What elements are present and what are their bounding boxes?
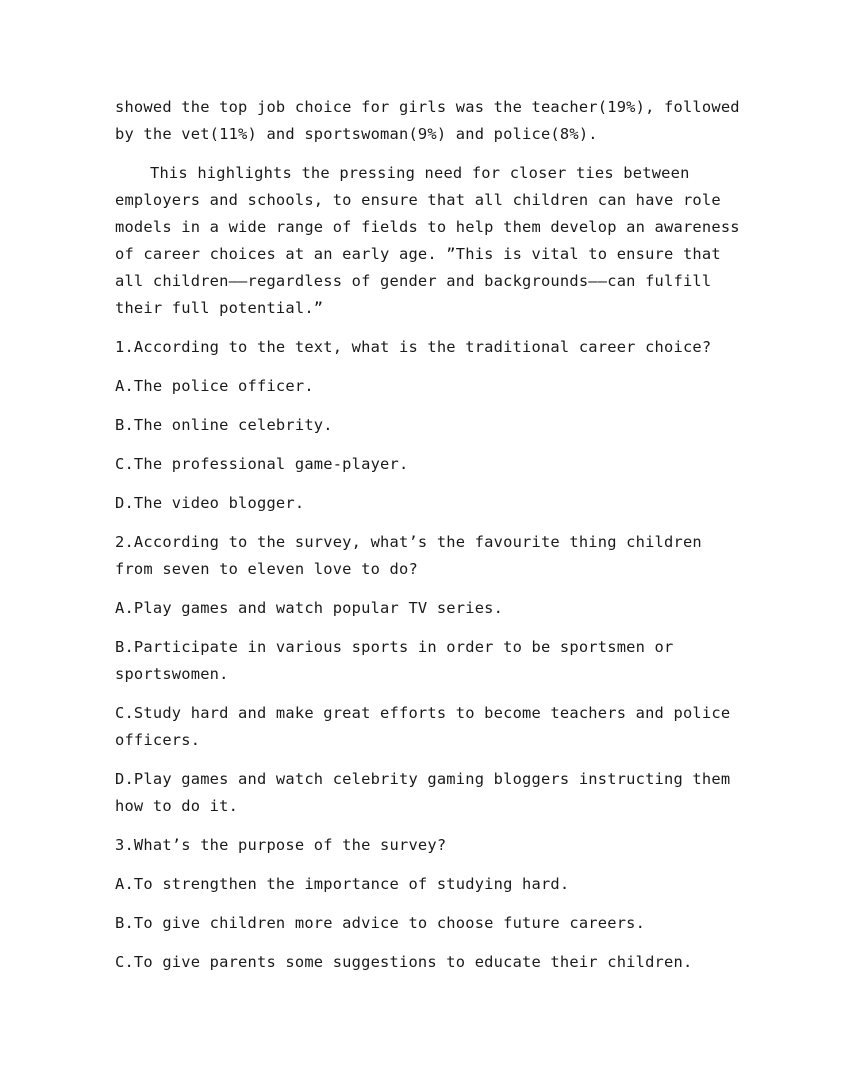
answer-option: B.The online celebrity. [115, 416, 333, 434]
question-block [115, 529, 745, 820]
question-stem: 3.What’s the purpose of the survey? [115, 836, 447, 854]
answer-option: D.Play games and watch celebrity gaming bloggers instructing them how to do it. [115, 770, 731, 815]
question-block [115, 334, 745, 517]
question-stem: 2.According to the survey, what’s the favourite thing children from seven to eleven love to do? [115, 533, 702, 578]
question-block [115, 832, 745, 976]
passage-paragraph: This highlights the pressing need for closer ties between employers and schools, to ensure that all children can have role models in a wide range of fields to help them develop an awareness of career choices at an early age. ”This is vital to ensure that all children——regardless of gender and backgrounds——can fulfill their full potential.” [115, 164, 740, 317]
passage-paragraph: showed the top job choice for girls was the teacher(19%), followed by the vet(11%) and sportswoman(9%) and police(8%). [115, 98, 740, 143]
question-stem: 1.According to the text, what is the traditional career choice? [115, 338, 712, 356]
answer-option: C.To give parents some suggestions to educate their children. [115, 953, 693, 971]
answer-option: C.Study hard and make great efforts to become teachers and police officers. [115, 704, 731, 749]
answer-option: B.Participate in various sports in order to be sportsmen or sportswomen. [115, 638, 674, 683]
answer-option: A.To strengthen the importance of studying hard. [115, 875, 570, 893]
answer-option: D.The video blogger. [115, 494, 305, 512]
answer-option: A.The police officer. [115, 377, 314, 395]
answer-option: B.To give children more advice to choose future careers. [115, 914, 646, 932]
answer-option: C.The professional game-player. [115, 455, 409, 473]
answer-option: A.Play games and watch popular TV series. [115, 599, 504, 617]
document-page [115, 94, 745, 988]
